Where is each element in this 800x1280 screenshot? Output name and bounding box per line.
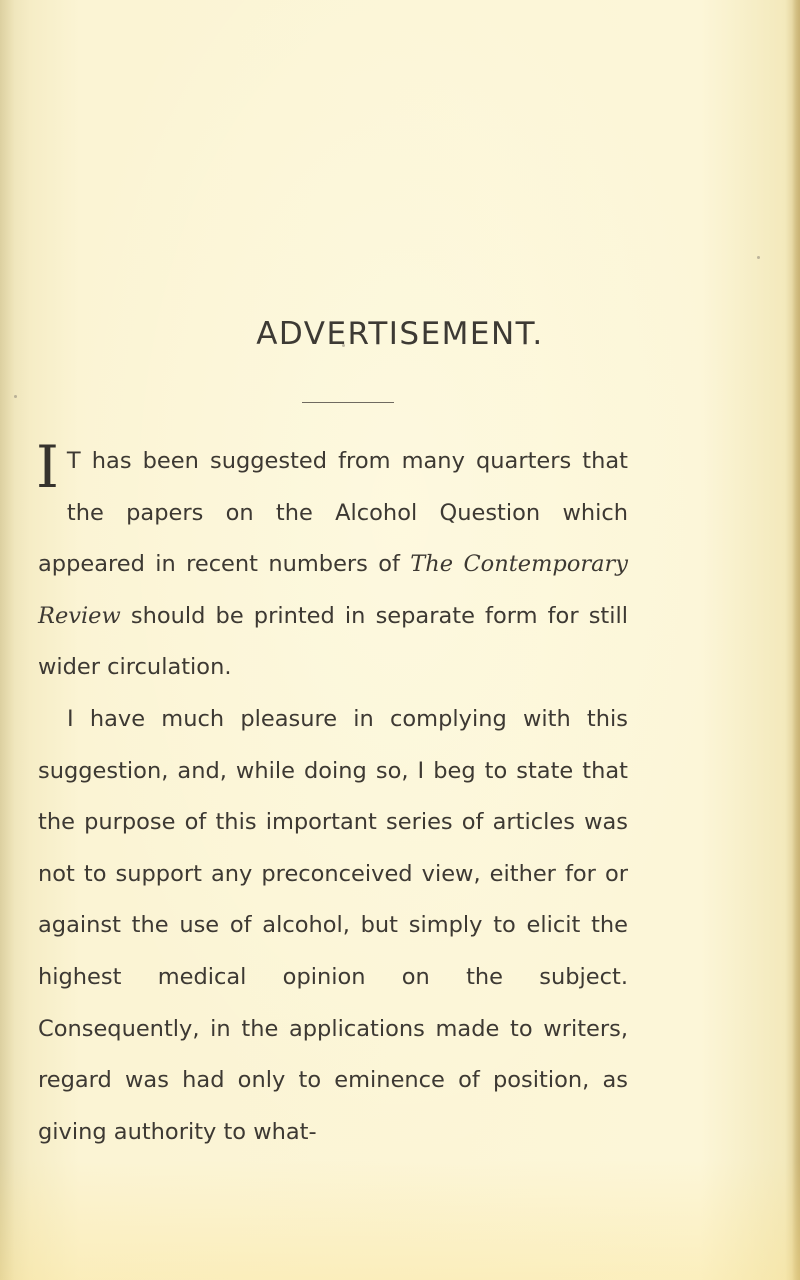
page-title: ADVERTISEMENT. xyxy=(256,316,544,352)
publication-title: The Contemporary Review xyxy=(38,551,628,629)
title-divider xyxy=(302,402,394,403)
ink-speck xyxy=(14,395,17,398)
ink-speck xyxy=(757,256,760,259)
page-spine-shadow xyxy=(0,0,14,1280)
paragraph-2: I have much pleasure in complying with this suggestion, and, while doing so, I beg to state that the purpose of this important series of articles was not to support any preconceived view, either for or against the use of alcohol, but simply to elicit the highest medical opinion on the subject. Consequently, in the applications made to writers, regard was had only to eminence of position, as giving authority to what- xyxy=(38,705,628,1145)
paragraph-1-text-end: should be printed in separate form for still wider circulation. xyxy=(38,602,628,681)
drop-cap: I xyxy=(36,433,59,501)
paragraph-1-text-start: T has been suggested from many quarters that the papers on the Alcohol Question which appeared in recent numbers of xyxy=(38,448,628,578)
page-edge-shadow xyxy=(792,0,800,1280)
paragraph-1 xyxy=(36,433,628,694)
page-stain xyxy=(0,1160,800,1280)
body-text xyxy=(36,433,628,1158)
